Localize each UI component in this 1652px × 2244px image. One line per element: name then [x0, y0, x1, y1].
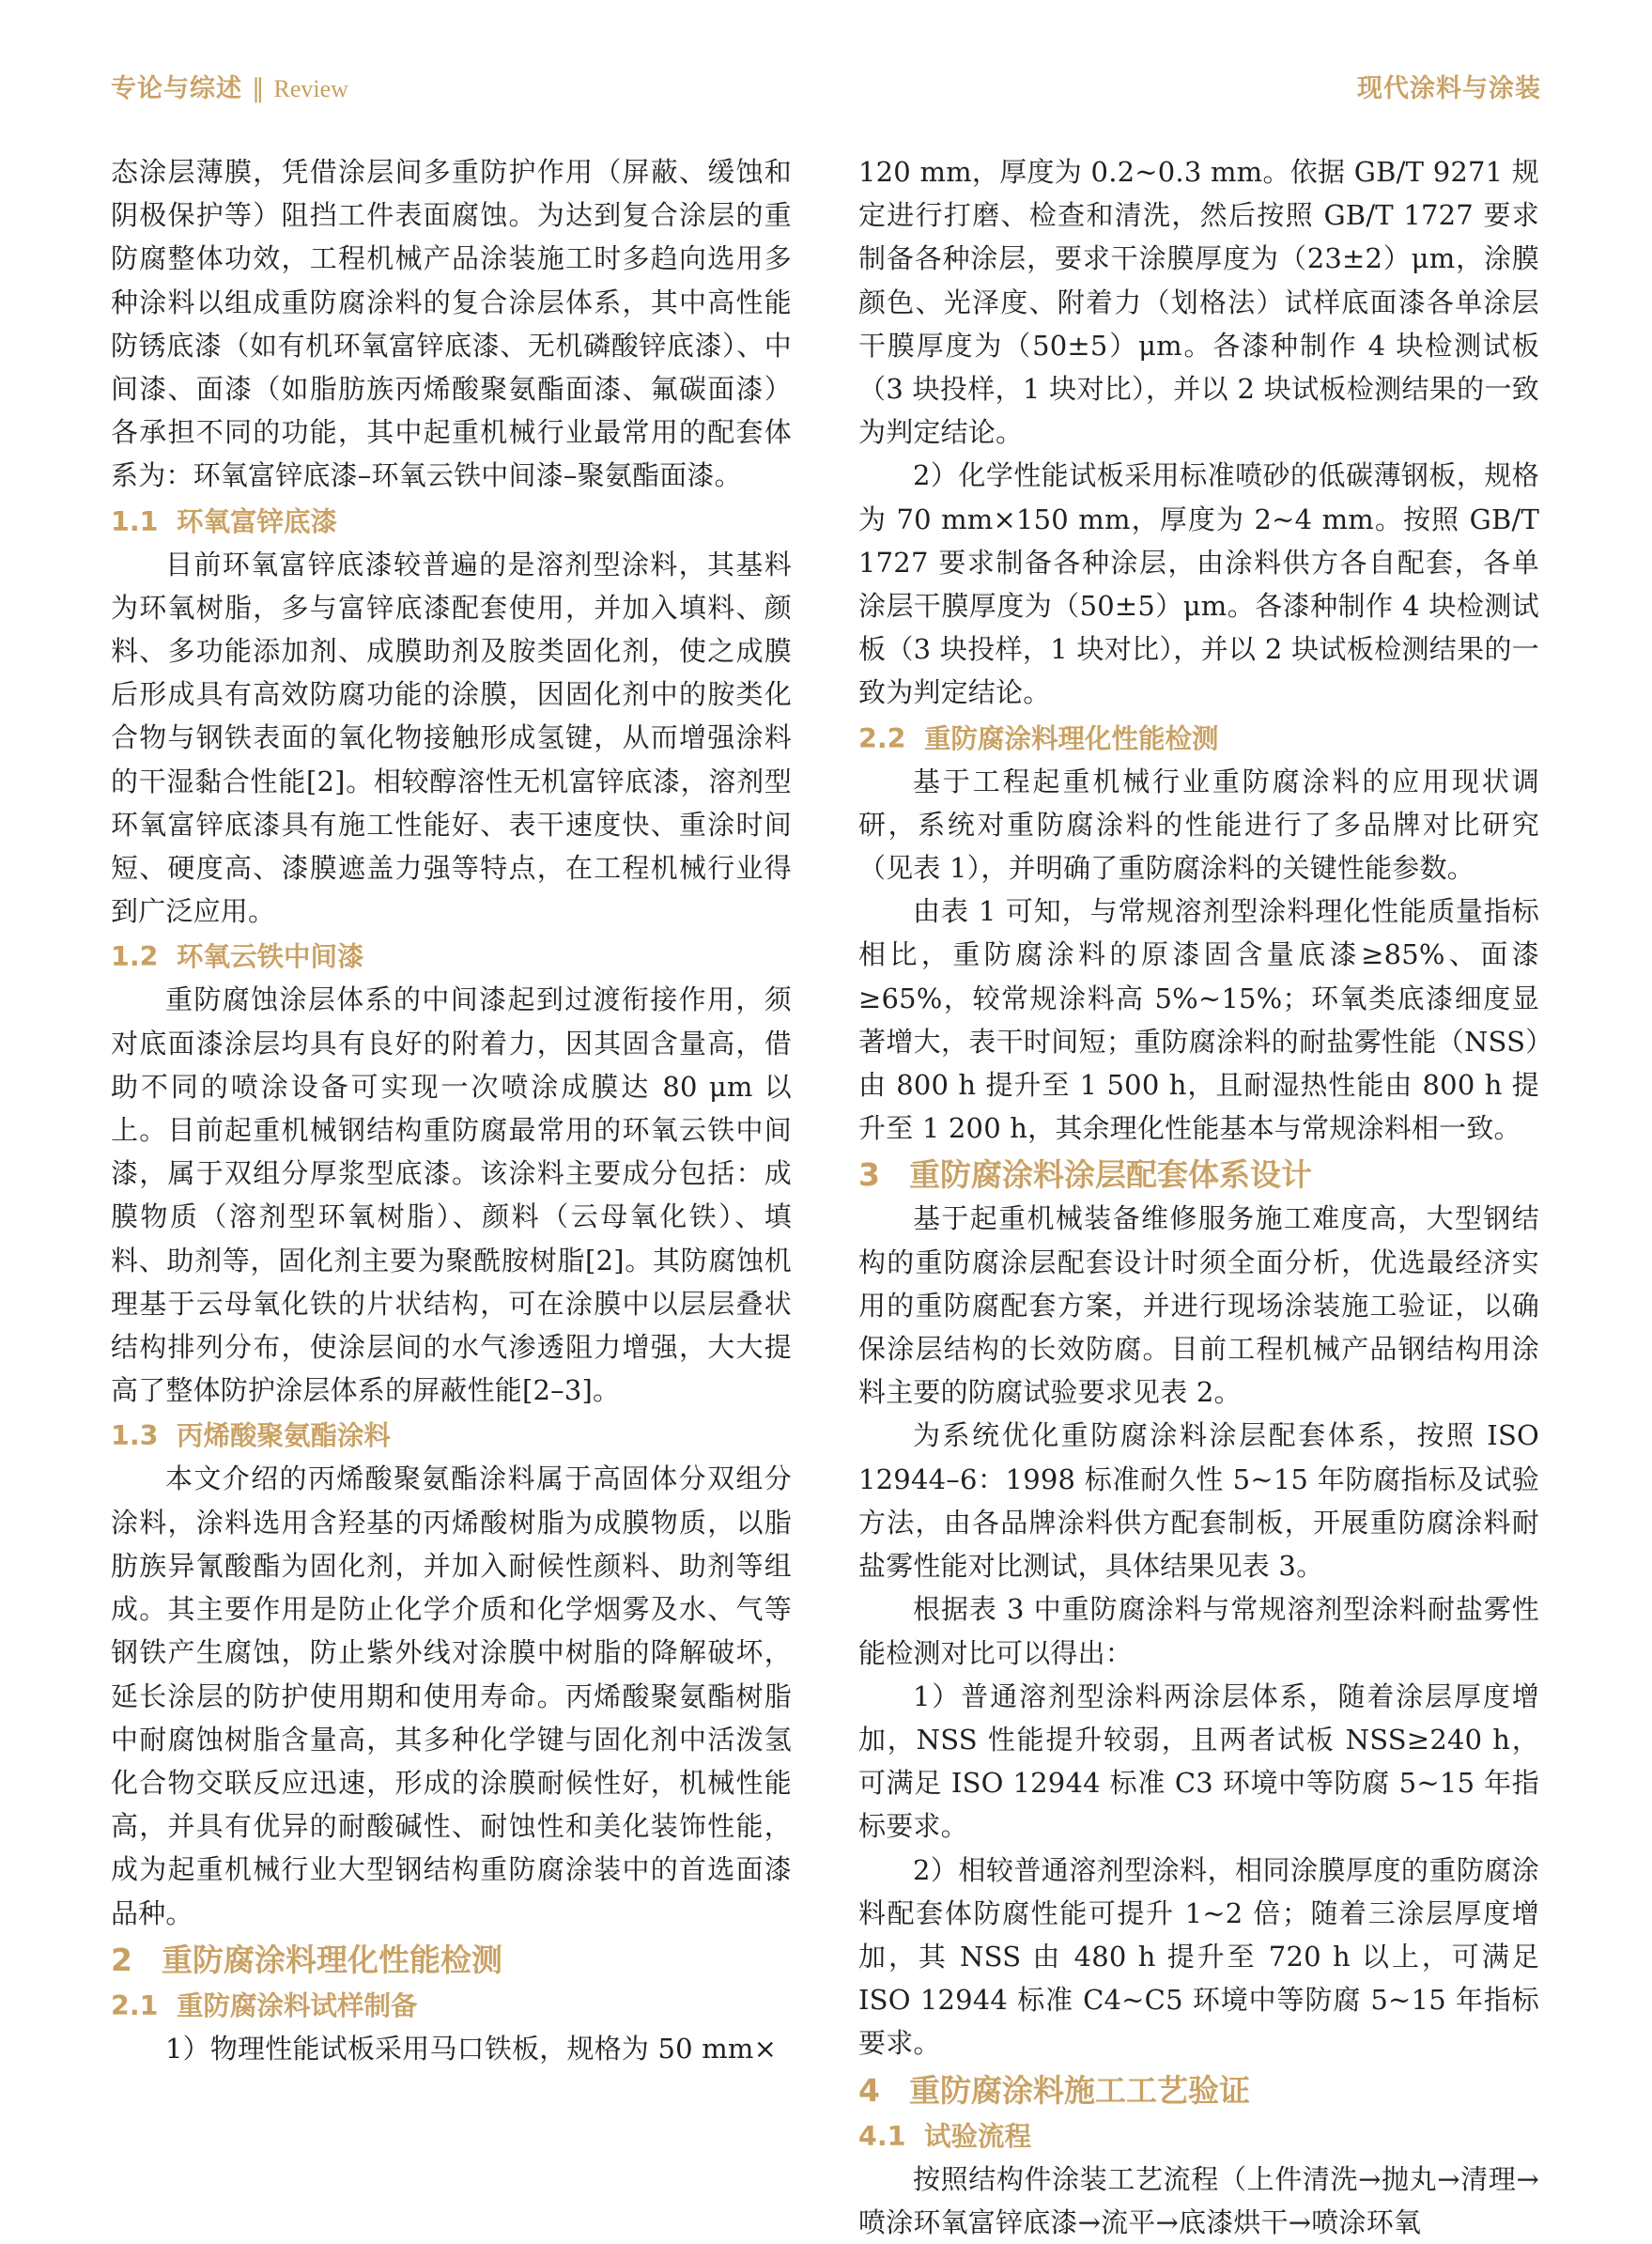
heading-text: 试验流程	[924, 2120, 1032, 2152]
heading-number: 1.3	[111, 1420, 159, 1452]
paragraph-2-1: 1）物理性能试板采用马口铁板，规格为 50 mm×	[165, 2032, 778, 2065]
heading-4	[858, 2069, 1539, 2112]
page-header	[111, 68, 1541, 111]
paragraph-2-1-item-2: 2）化学性能试板采用标准喷砂的低碳薄钢板，规格为 70 mm×150 mm，厚度为 2~4 mm。按照 GB/T 1727 要求制备各种涂层，由涂料供方各自配套，各单涂层干膜厚度为（50±5）μm。各漆种制作 4 块检测试板（3 块投样，1 块对比），并以 2 块试板检测结果的一致为判定结论。	[858, 459, 1539, 709]
paragraph-3c: 根据表 3 中重防腐涂料与常规溶剂型涂料耐盐雾性能检测对比可以得出：	[858, 1593, 1539, 1669]
paragraph-3e: 2）相较普通溶剂型涂料，相同涂膜厚度的重防腐涂料配套体防腐性能可提升 1~2 倍；随着三涂层厚度增加，其 NSS 由 480 h 提升至 720 h 以上，可满足 ISO 12944 标准 C4~C5 环境中等防腐 5~15 年指标要求。	[858, 1853, 1539, 2060]
paragraph-continued: 态涂层薄膜，凭借涂层间多重防护作用（屏蔽、缓蚀和阴极保护等）阻挡工件表面腐蚀。为达到复合涂层的重防腐整体功效，工程机械产品涂装施工时多趋向选用多种涂料以组成重防腐涂料的复合涂层体系，其中高性能防锈底漆（如有机环氧富锌底漆、无机磷酸锌底漆）、中间漆、面漆（如脂肪族丙烯酸聚氨酯面漆、氟碳面漆）各承担不同的功能，其中起重机械行业最常用的配套体系为：环氧富锌底漆–环氧云铁中间漆–聚氨酯面漆。	[111, 156, 792, 492]
paragraph-4-1: 按照结构件涂装工艺流程（上件清洗→抛丸→清理→喷涂环氧富锌底漆→流平→底漆烘干→喷涂环氧	[858, 2162, 1539, 2238]
right-column	[858, 150, 1539, 2238]
heading-text: 环氧富锌底漆	[177, 505, 338, 537]
left-column	[111, 150, 792, 2104]
paragraph-3b: 为系统优化重防腐涂料涂层配套体系，按照 ISO 12944–6：1998 标准耐久性 5~15 年防腐指标及试验方法，由各品牌涂料供方配套制板，开展重防腐涂料耐盐雾性能对比测试，具体结果见表 3。	[858, 1419, 1539, 1583]
paragraph-2-2b: 由表 1 可知，与常规溶剂型涂料理化性能质量指标相比，重防腐涂料的原漆固含量底漆≥85%、面漆≥65%，较常规涂料高 5%~15%；环氧类底漆细度显著增大，表干时间短；重防腐涂料的耐盐雾性能（NSS）由 800 h 提升至 1 500 h，且耐湿热性能由 800 h 提升至 1 200 h，其余理化性能基本与常规涂料相一致。	[858, 895, 1539, 1145]
section-label-en: Review	[273, 75, 348, 102]
heading-text: 丙烯酸聚氨酯涂料	[177, 1420, 392, 1452]
journal-title: 现代涂料与涂装	[1357, 74, 1541, 103]
heading-number: 4.1	[858, 2120, 906, 2152]
heading-number: 2.2	[858, 722, 906, 754]
heading-number: 4	[858, 2071, 880, 2109]
heading-text: 重防腐涂料理化性能检测	[924, 722, 1219, 754]
heading-number: 2	[111, 1941, 132, 1978]
heading-4-1	[858, 2116, 1539, 2158]
section-separator: ‖	[252, 74, 265, 103]
paragraph-2-2a: 基于工程起重机械行业重防腐涂料的应用现状调研，系统对重防腐涂料的性能进行了多品牌对比研究（见表 1），并明确了重防腐涂料的关键性能参数。	[858, 765, 1539, 885]
paragraph-1-2: 重防腐蚀涂层体系的中间漆起到过渡衔接作用，须对底面漆涂层均具有良好的附着力，因其固含量高，借助不同的喷涂设备可实现一次喷涂成膜达 80 μm 以上。目前起重机械钢结构重防腐最常用的环氧云铁中间漆，属于双组分厚浆型底漆。该涂料主要成分包括：成膜物质（溶剂型环氧树脂）、颜料（云母氧化铁）、填料、助剂等，固化剂主要为聚酰胺树脂[2]。其防腐蚀机理基于云母氧化铁的片状结构，可在涂膜中以层层叠状结构排列分布，使涂层间的水气渗透阻力增强，大大提高了整体防护涂层体系的屏蔽性能[2–3]。	[111, 983, 792, 1407]
heading-1-2	[111, 936, 792, 978]
heading-text: 重防腐涂料理化性能检测	[162, 1941, 502, 1978]
heading-2	[111, 1939, 792, 1982]
heading-2-2	[858, 719, 1539, 760]
paragraph-1-1: 目前环氧富锌底漆较普遍的是溶剂型涂料，其基料为环氧树脂，多与富锌底漆配套使用，并加入填料、颜料、多功能添加剂、成膜助剂及胺类固化剂，使之成膜后形成具有高效防腐功能的涂膜，因固化剂中的胺类化合物与钢铁表面的氧化物接触形成氢键，从而增强涂料的干湿黏合性能[2]。相较醇溶性无机富锌底漆，溶剂型环氧富锌底漆具有施工性能好、表干速度快、重涂时间短、硬度高、漆膜遮盖力强等特点，在工程机械行业得到广泛应用。	[111, 548, 792, 928]
heading-text: 重防腐涂料试样制备	[177, 1989, 418, 2021]
heading-text: 重防腐涂料施工工艺验证	[909, 2071, 1250, 2109]
section-label-cn: 专论与综述	[111, 74, 242, 103]
paragraph-1-3: 本文介绍的丙烯酸聚氨酯涂料属于高固体分双组分涂料，涂料选用含羟基的丙烯酸树脂为成膜物质，以脂肪族异氰酸酯为固化剂，并加入耐候性颜料、助剂等组成。其主要作用是防止化学介质和化学烟雾及水、气等钢铁产生腐蚀，防止紫外线对涂膜中树脂的降解破坏，延长涂层的防护使用期和使用寿命。丙烯酸聚氨酯树脂中耐腐蚀树脂含量高，其多种化学键与固化剂中活泼氢化合物交联反应迅速，形成的涂膜耐候性好，机械性能高，并具有优异的耐酸碱性、耐蚀性和美化装饰性能，成为起重机械行业大型钢结构重防腐涂装中的首选面漆品种。	[111, 1462, 792, 1929]
heading-1-3	[111, 1416, 792, 1457]
heading-1-1	[111, 502, 792, 543]
heading-number: 1.2	[111, 941, 159, 973]
paragraph-continued: 120 mm，厚度为 0.2~0.3 mm。依据 GB/T 9271 规定进行打磨、检查和清洗，然后按照 GB/T 1727 要求制备各种涂层，要求干涂膜厚度为（23±2）μm，涂膜颜色、光泽度、附着力（划格法）试样底面漆各单涂层干膜厚度为（50±5）μm。各漆种制作 4 块检测试板（3 块投样，1 块对比），并以 2 块试板检测结果的一致为判定结论。	[858, 156, 1539, 449]
paragraph-3d: 1）普通溶剂型涂料两涂层体系，随着涂层厚度增加，NSS 性能提升较弱，且两者试板 NSS≥240 h，可满足 ISO 12944 标准 C3 环境中等防腐 5~15 年指标要求。	[858, 1679, 1539, 1843]
heading-2-1	[111, 1986, 792, 2027]
paragraph-3a: 基于起重机械装备维修服务施工难度高，大型钢结构的重防腐涂层配套设计时须全面分析，优选最经济实用的重防腐配套方案，并进行现场涂装施工验证，以确保涂层结构的长效防腐。目前工程机械产品钢结构用涂料主要的防腐试验要求见表 2。	[858, 1202, 1539, 1409]
heading-number: 1.1	[111, 505, 159, 537]
heading-number: 3	[858, 1156, 880, 1194]
heading-number: 2.1	[111, 1989, 159, 2021]
heading-3	[858, 1153, 1539, 1197]
heading-text: 重防腐涂料涂层配套体系设计	[909, 1156, 1312, 1194]
heading-text: 环氧云铁中间漆	[177, 941, 364, 973]
section-label	[111, 68, 348, 104]
